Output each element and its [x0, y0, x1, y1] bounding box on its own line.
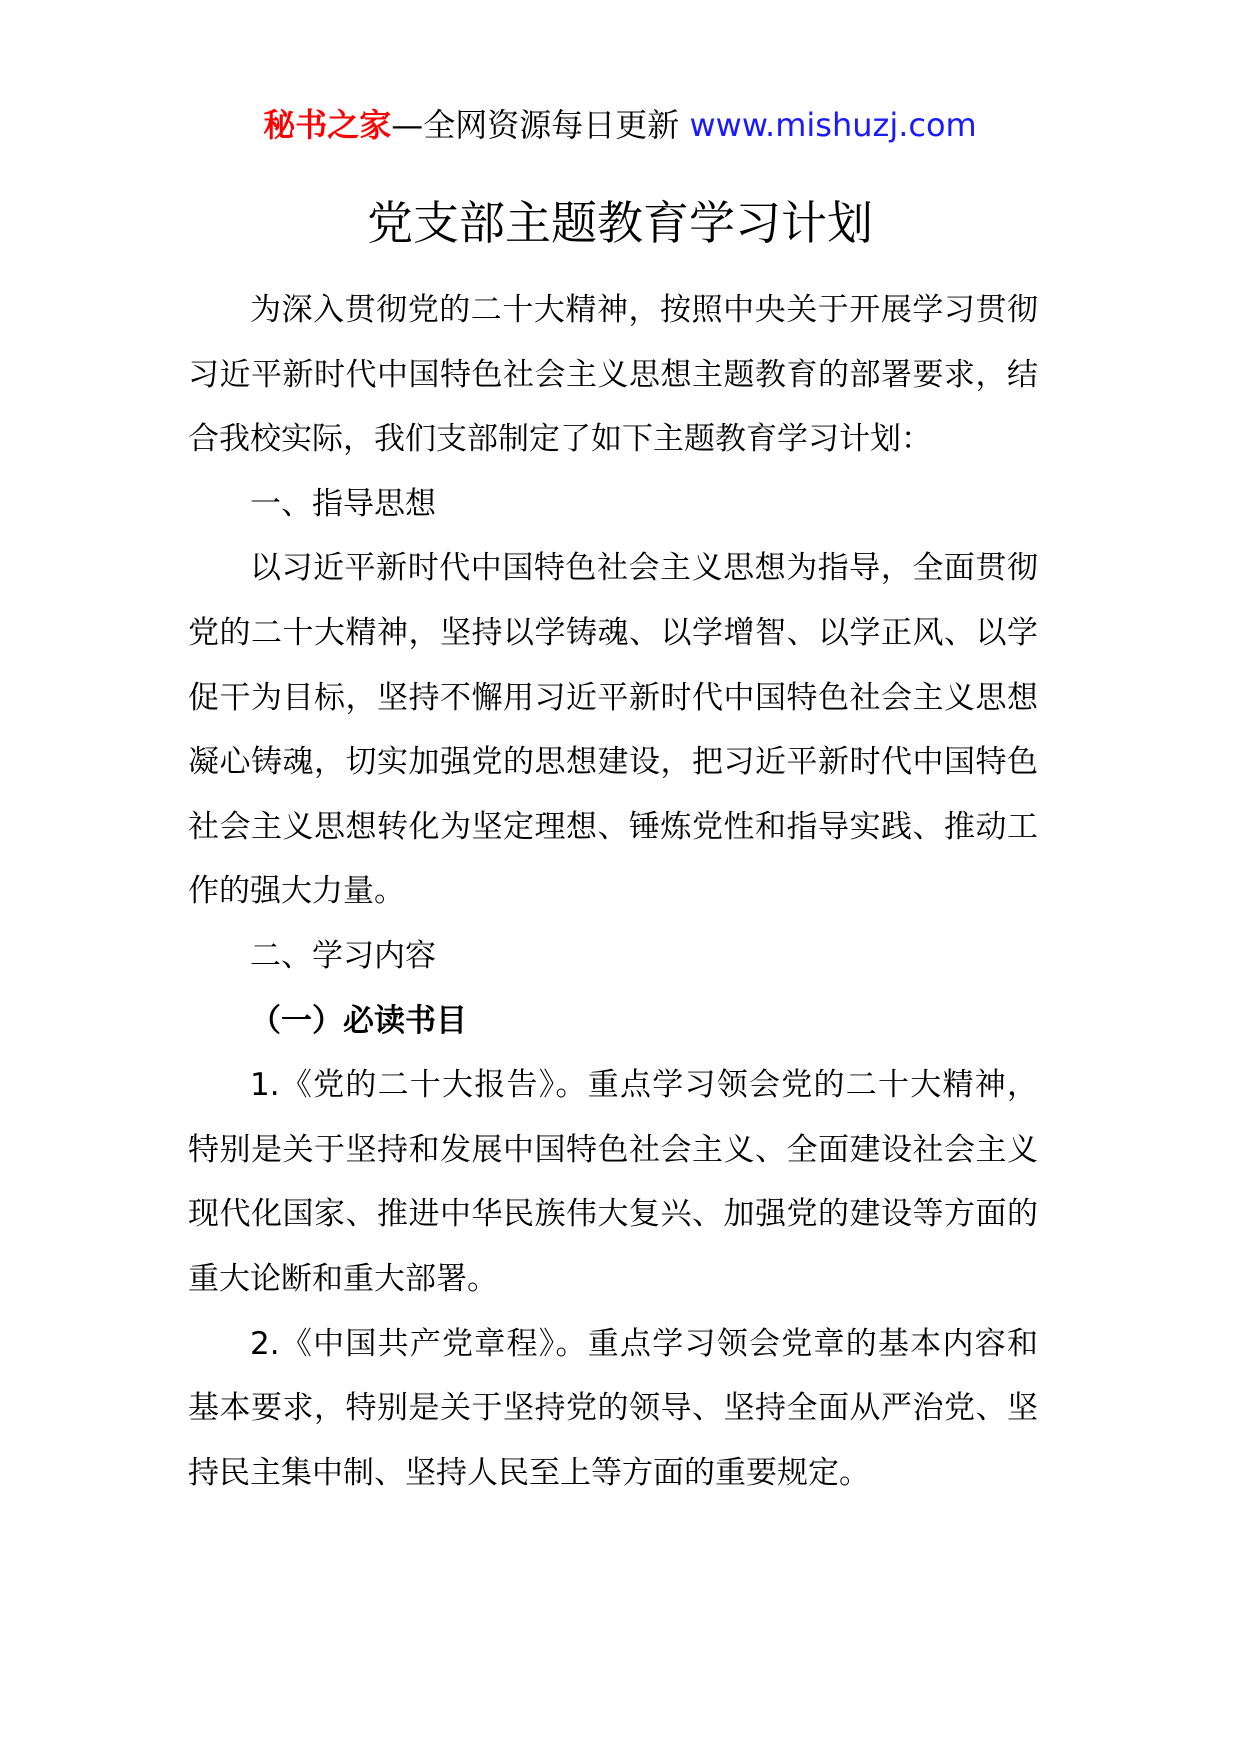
- section-heading-guiding-ideology: 一、指导思想: [250, 485, 436, 522]
- banner-tagline: —全网资源每日更新: [391, 106, 690, 144]
- site-url-link[interactable]: www.mishuzj.com: [689, 106, 977, 144]
- section-heading-study-content: 二、学习内容: [250, 937, 436, 974]
- reading-item-2: 2.《中国共产党章程》。重点学习领会党章的基本内容和基本要求，特别是关于坚持党的领导、坚持全面从严治党、坚持民主集中制、坚持人民至上等方面的重要规定。: [188, 1325, 1038, 1491]
- site-banner: [0, 102, 1240, 148]
- reading-item-1: 1.《党的二十大报告》。重点学习领会党的二十大精神，特别是关于坚持和发展中国特色社会主义、全面建设社会主义现代化国家、推进中华民族伟大复兴、加强党的建设等方面的重大论断和重大部署。: [188, 1067, 1038, 1297]
- page-title: 党支部主题教育学习计划: [367, 196, 873, 250]
- subsection-heading-required-reading: （一）必读书目: [250, 1002, 467, 1039]
- document-body: [188, 278, 1038, 1505]
- intro-paragraph: 为深入贯彻党的二十大精神，按照中央关于开展学习贯彻习近平新时代中国特色社会主义思想主题教育的部署要求，结合我校实际，我们支部制定了如下主题教育学习计划：: [188, 292, 1038, 458]
- brand-name: 秘书之家: [263, 106, 392, 144]
- guiding-ideology-paragraph: 以习近平新时代中国特色社会主义思想为指导，全面贯彻党的二十大精神，坚持以学铸魂、以学增智、以学正风、以学促干为目标，坚持不懈用习近平新时代中国特色社会主义思想凝心铸魂，切实加强党的思想建设，把习近平新时代中国特色社会主义思想转化为坚定理想、锤炼党性和指导实践、推动工作的强大力量。: [188, 550, 1038, 910]
